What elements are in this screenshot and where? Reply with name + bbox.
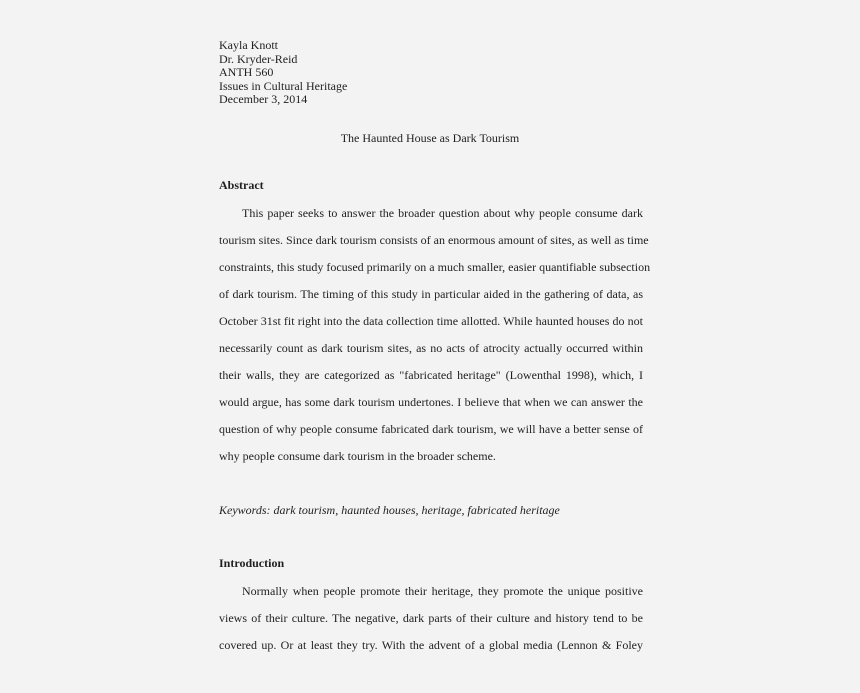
introduction-line: covered up. Or at least they try. With the advent of a global media (Lennon & Foley — [219, 638, 643, 652]
paper-title-container — [0, 131, 860, 145]
instructor-name: Dr. Kryder-Reid — [219, 51, 298, 66]
introduction-paragraph — [219, 584, 643, 665]
abstract-line: of dark tourism. The timing of this study in particular aided in the gathering of data, as — [219, 287, 643, 301]
abstract-paragraph — [219, 206, 651, 476]
keywords-line: Keywords: dark tourism, haunted houses, heritage, fabricated heritage — [219, 503, 560, 517]
paper-header — [219, 39, 347, 107]
abstract-line: question of why people consume fabricated dark tourism, we will have a better sense of — [219, 422, 643, 436]
paper-date: December 3, 2014 — [219, 92, 308, 106]
abstract-line: necessarily count as dark tourism sites, as no acts of atrocity actually occurred within — [219, 341, 643, 355]
abstract-line: constraints, this study focused primarily on a much smaller, easier quantifiable subsection — [219, 260, 651, 274]
abstract-line: would argue, has some dark tourism undertones. I believe that when we can answer the — [219, 395, 643, 409]
abstract-line: October 31st fit right into the data collection time allotted. While haunted houses do not — [219, 314, 643, 328]
abstract-line: why people consume dark tourism in the broader scheme. — [219, 449, 496, 463]
abstract-line: their walls, they are categorized as "fabricated heritage" (Lowenthal 1998), which, I — [219, 368, 643, 382]
paper-title: The Haunted House as Dark Tourism — [340, 131, 520, 145]
course-code: ANTH 560 — [219, 65, 274, 79]
abstract-line: tourism sites. Since dark tourism consists of an enormous amount of sites, as well as time — [219, 233, 649, 247]
introduction-line: Normally when people promote their heritage, they promote the unique positive — [242, 584, 643, 598]
abstract-line: This paper seeks to answer the broader question about why people consume dark — [242, 206, 643, 220]
author-name: Kayla Knott — [219, 38, 278, 52]
course-title: Issues in Cultural Heritage — [219, 78, 348, 93]
introduction-line: views of their culture. The negative, dark parts of their culture and history tend to be — [219, 611, 643, 625]
introduction-heading: Introduction — [219, 556, 285, 570]
abstract-heading: Abstract — [219, 178, 264, 192]
